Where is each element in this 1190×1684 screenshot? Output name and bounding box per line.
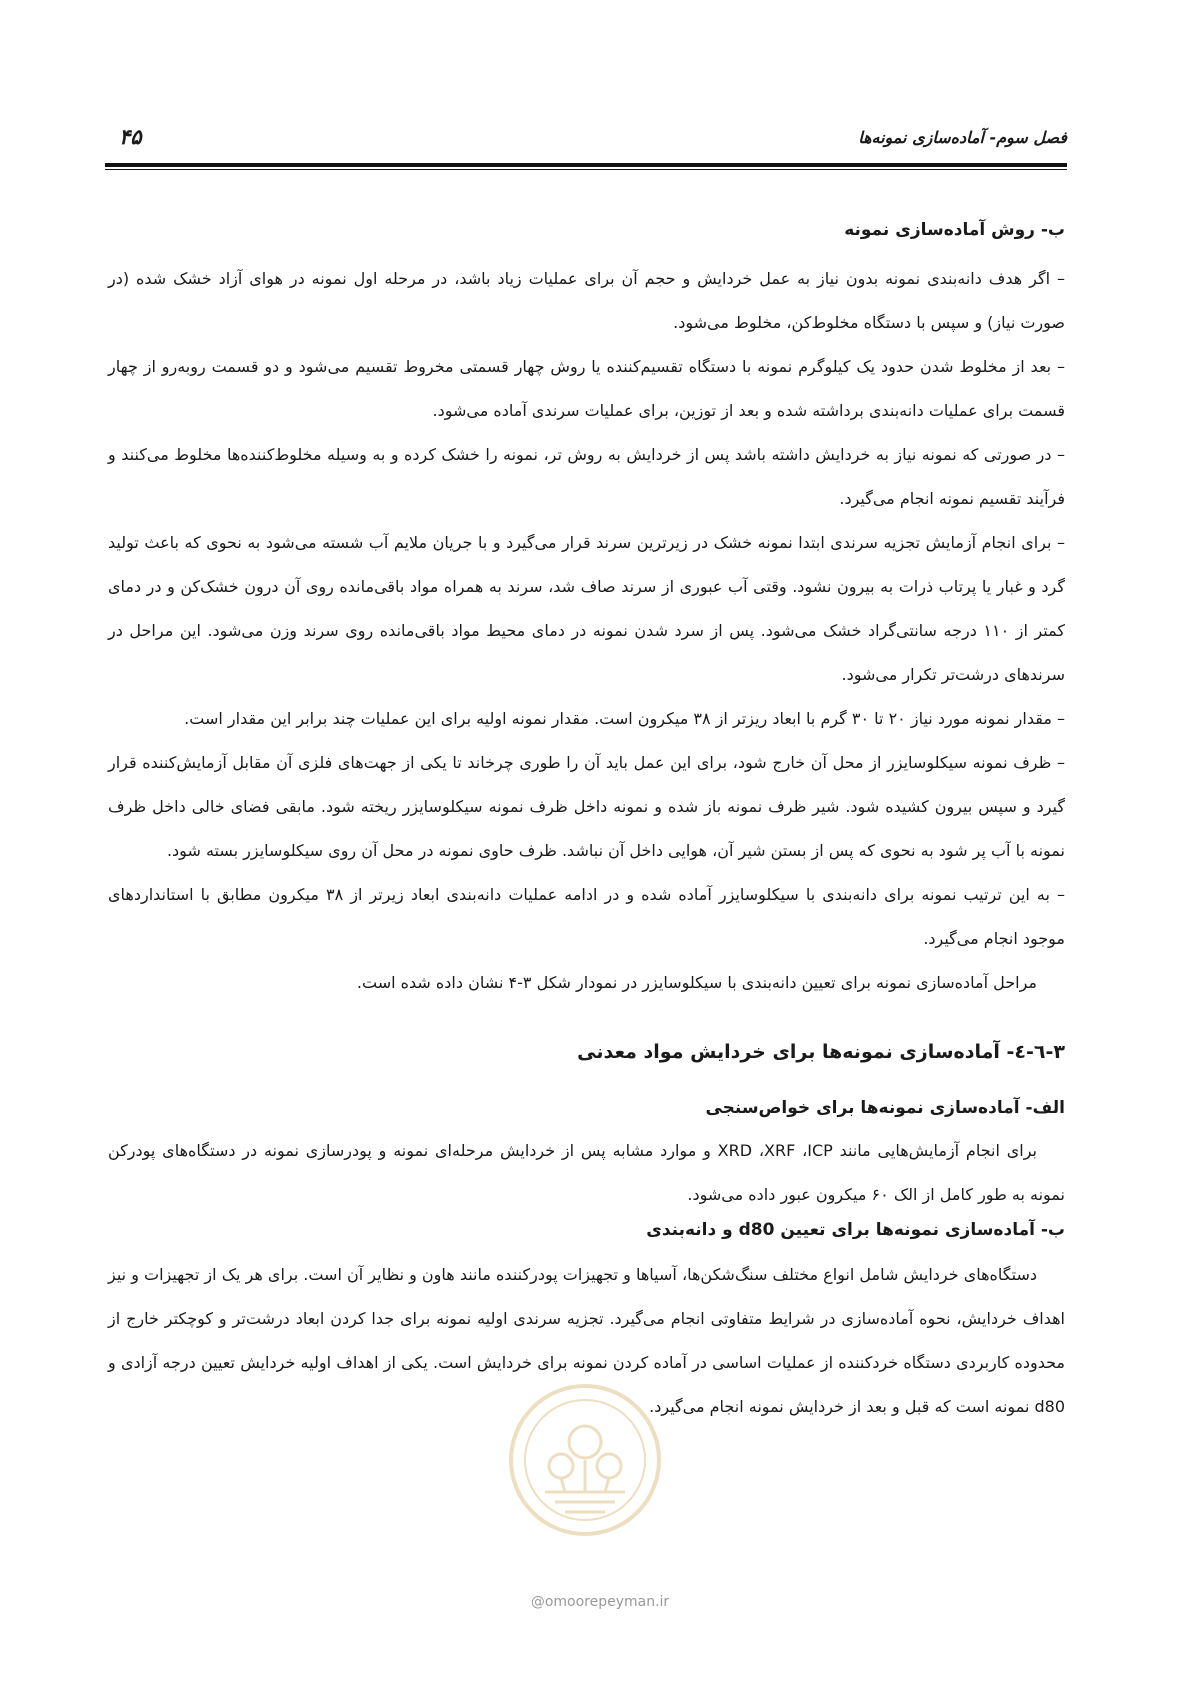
paragraph: – در صورتی که نمونه نیاز به خردایش داشته باشد پس از خردایش به روش تر، نمونه را خشک کرده و به وسیله مخلوط‌کننده‌ها مخلوط می‌کنند و فرآیند تقسیم نمونه انجام می‌گیرد. [108, 445, 1065, 508]
subsection-heading-a: الف- آماده‌سازی نمونه‌ها برای خواص‌سنجی [705, 1098, 1065, 1118]
watermark-site: @omoorepeyman.ir [530, 1594, 670, 1610]
running-header [105, 125, 1067, 158]
paragraph: – ظرف نمونه سیکلوسایزر از محل آن خارج شود، برای این عمل باید آن را طوری چرخاند تا یکی از جهت‌های فلزی آن مقابل آزمایش‌کننده قرار گیرد و سپس بیرون کشیده شود. شیر ظرف نمونه باز شده و نمونه داخل ظرف نمونه سیکلوسایزر ریخته شود. مابقی فضای خالی داخل ظرف نمونه با آب پر شود به نحوی که پس از بستن شیر آن، هوایی داخل آن نباشد. ظرف حاوی نمونه در محل آن روی سیکلوسایزر بسته شود. [108, 753, 1065, 860]
header-rule-thick [105, 163, 1067, 167]
paragraph: – بعد از مخلوط شدن حدود یک کیلوگرم نمونه با دستگاه تقسیم‌کننده یا روش چهار قسمتی مخروط تقسیم می‌شود و دو قسمت روبه‌رو از چهار قسمت برای عملیات دانه‌بندی برداشته شده و بعد از توزین، برای عملیات سرندی آماده می‌شود. [108, 357, 1065, 420]
section-heading-3-6-4: ۳-٦-٤- آماده‌سازی نمونه‌ها برای خردایش مواد معدنی [577, 1041, 1065, 1063]
paragraph: – برای انجام آزمایش تجزیه سرندی ابتدا نمونه خشک در زیرترین سرند قرار می‌گیرد و با جریان ملایم آب شسته می‌شود به نحوی که باعث تولید گرد و غبار یا پرتاب ذرات به بیرون نشود. وقتی آب عبوری از سرند صاف شد، سرند به همراه مواد باقی‌مانده روی آن درون خشک‌کن و در دمای کمتر از ۱۱۰ درجه سانتی‌گراد خشک می‌شود. پس از سرد شدن نمونه در دمای محیط مواد باقی‌مانده روی سرند وزن می‌شود. این مراحل در سرندهای درشت‌تر تکرار می‌شود. [108, 533, 1065, 684]
closing-paragraph: مراحل آماده‌سازی نمونه برای تعیین دانه‌بندی با سیکلوسایزر در نمودار شکل ۳-۴ نشان داده شده است. [356, 973, 1037, 992]
paragraph: – به این ترتیب نمونه برای دانه‌بندی با سیکلوسایزر آماده شده و در ادامه عملیات دانه‌بندی ابعاد زیرتر از ۳۸ میکرون مطابق با استانداردهای موجود انجام می‌گیرد. [108, 885, 1065, 948]
page-number: ۴۵ [119, 125, 142, 149]
section-heading-b: ب- روش آماده‌سازی نمونه [844, 220, 1065, 240]
publisher-seal-watermark [505, 1380, 665, 1540]
paragraph: برای انجام آزمایش‌هایی مانند XRD ،XRF ،ICP و موارد مشابه پس از خردایش مرحله‌ای نمونه و پودرسازی نمونه در دستگاه‌های پودرکن نمونه به طور کامل از الک ۶۰ میکرون عبور داده می‌شود. [108, 1141, 1065, 1204]
paragraph: – اگر هدف دانه‌بندی نمونه بدون نیاز به عمل خردایش و حجم آن برای عملیات زیاد باشد، در مرحله اول نمونه در هوای آزاد خشک شده (در صورت نیاز) و سپس با دستگاه مخلوط‌کن، مخلوط می‌شود. [108, 269, 1065, 332]
header-rule-thin [105, 169, 1067, 170]
subsection-heading-b: ب- آماده‌سازی نمونه‌ها برای تعیین d80 و دانه‌بندی [646, 1220, 1065, 1240]
chapter-title: فصل سوم- آماده‌سازی نمونه‌ها [858, 128, 1067, 147]
paragraph: – مقدار نمونه مورد نیاز ۲۰ تا ۳۰ گرم با ابعاد ریزتر از ۳۸ میکرون است. مقدار نمونه اولیه برای این عملیات چند برابر این مقدار است. [184, 709, 1065, 728]
page-body [108, 217, 1065, 1429]
paragraph: دستگاه‌های خردایش شامل انواع مختلف سنگ‌شکن‌ها، آسیاها و تجهیزات پودرکننده مانند هاون و نظایر آن است. برای هر یک از تجهیزات و نیز اهداف خردایش، نحوه آماده‌سازی در شرایط متفاوتی انجام می‌گیرد. تجزیه سرندی اولیه نمونه برای جدا کردن ابعاد درشت‌تر و کوچکتر خارج از محدوده کاربردی دستگاه خردکننده از عملیات اساسی در آماده کردن نمونه برای خردایش است. یکی از اهداف اولیه خردایش تعیین درجه آزادی و d80 نمونه است که قبل و بعد از خردایش نمونه انجام می‌گیرد. [108, 1265, 1065, 1416]
